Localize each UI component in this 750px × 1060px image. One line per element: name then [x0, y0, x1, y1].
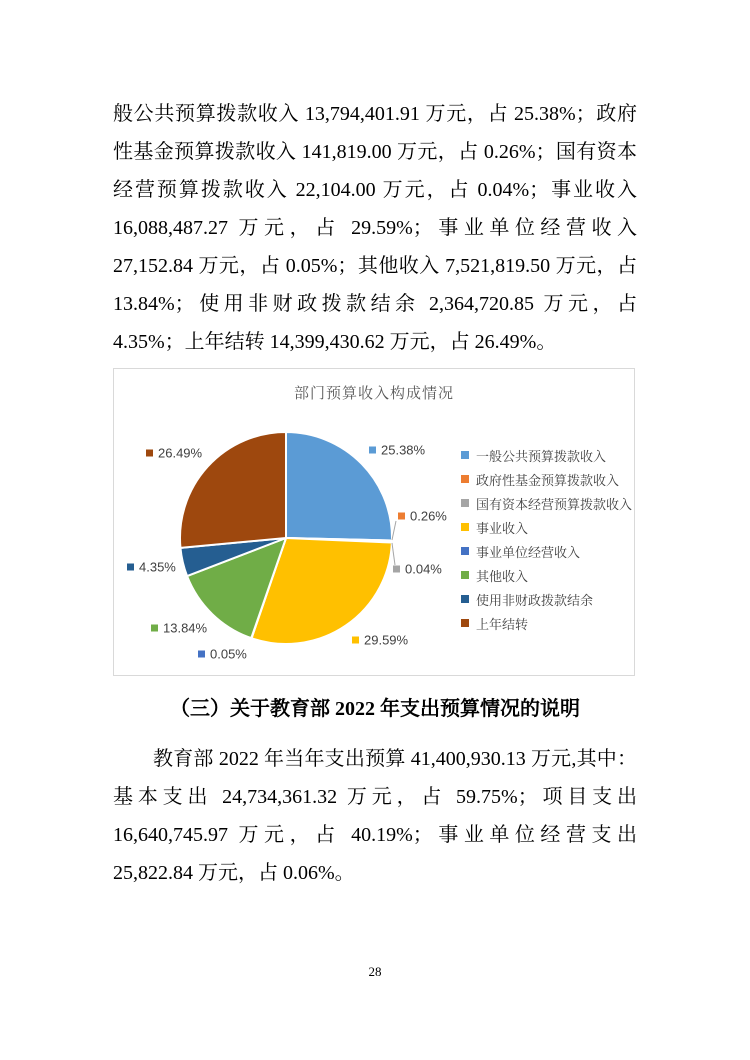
pie-slice: [286, 432, 392, 541]
data-label-marker: [127, 564, 134, 571]
label-leader-line: [392, 543, 395, 565]
legend-label: 国有资本经营预算拨款收入: [476, 496, 633, 512]
legend-item: [461, 515, 632, 539]
legend-marker: [461, 451, 469, 459]
legend-marker: [461, 547, 469, 555]
paragraph-revenue-breakdown: 般公共预算拨款收入 13,794,401.91 万元，占 25.38%；政府性基金预算拨款收入 141,819.00 万元，占 0.26%；国有资本经营预算拨款收入 22,104.00 万元，占 0.04%；事业收入 16,088,487.27 万元，占 29.59%；事业单位经营收入 27,152.84 万元，占 0.05%；其他收入 7,521,819.50 万元，占 13.84%；使用非财政拨款结余 2,364,720.85 万元，占 4.35%；上年结转 14,399,430.62 万元，占 26.49%。: [113, 103, 637, 353]
legend-marker: [461, 475, 469, 483]
legend-label: 其他收入: [476, 568, 529, 584]
legend-marker: [461, 523, 469, 531]
legend-label: 上年结转: [476, 616, 529, 632]
data-label-marker: [393, 566, 400, 573]
legend-item: [461, 587, 632, 611]
legend-item: [461, 563, 632, 587]
data-label: 29.59%: [364, 632, 409, 648]
legend-item: [461, 539, 632, 563]
paragraph-expenditure: 教育部 2022 年当年支出预算 41,400,930.13 万元,其中：基本支出 24,734,361.32 万元，占 59.75%；项目支出 16,640,745.97 万元，占 40.19%；事业单位经营支出 25,822.84 万元，占 0.06%。: [113, 748, 637, 884]
legend-marker: [461, 595, 469, 603]
section-heading: （三）关于教育部 2022 年支出预算情况的说明: [170, 698, 580, 720]
legend-label: 事业单位经营收入: [476, 544, 581, 560]
data-label-marker: [198, 651, 205, 658]
data-label-marker: [151, 625, 158, 632]
data-label: 4.35%: [139, 559, 176, 575]
legend-item: [461, 491, 632, 515]
legend-item: [461, 611, 632, 635]
legend-item: [461, 467, 632, 491]
page-number: 28: [368, 964, 382, 979]
legend-label: 一般公共预算拨款收入: [476, 448, 607, 464]
data-label-marker: [398, 513, 405, 520]
data-label-marker: [352, 637, 359, 644]
data-label: 0.04%: [405, 561, 442, 577]
data-label: 25.38%: [381, 442, 426, 458]
data-label: 13.84%: [163, 620, 208, 636]
legend-marker: [461, 571, 469, 579]
legend-label: 政府性基金预算拨款收入: [476, 472, 620, 488]
data-label: 0.05%: [210, 646, 247, 662]
legend-marker: [461, 499, 469, 507]
data-label-marker: [369, 447, 376, 454]
legend-label: 事业收入: [476, 520, 529, 536]
legend-item: [461, 443, 632, 467]
data-label: 26.49%: [158, 445, 203, 461]
chart-legend: [461, 443, 632, 635]
legend-label: 使用非财政拨款结余: [476, 592, 594, 608]
legend-marker: [461, 619, 469, 627]
pie-chart-panel: [113, 368, 635, 676]
chart-title: 部门预算收入构成情况: [293, 385, 454, 402]
data-label-marker: [146, 450, 153, 457]
data-label: 0.26%: [410, 508, 447, 524]
